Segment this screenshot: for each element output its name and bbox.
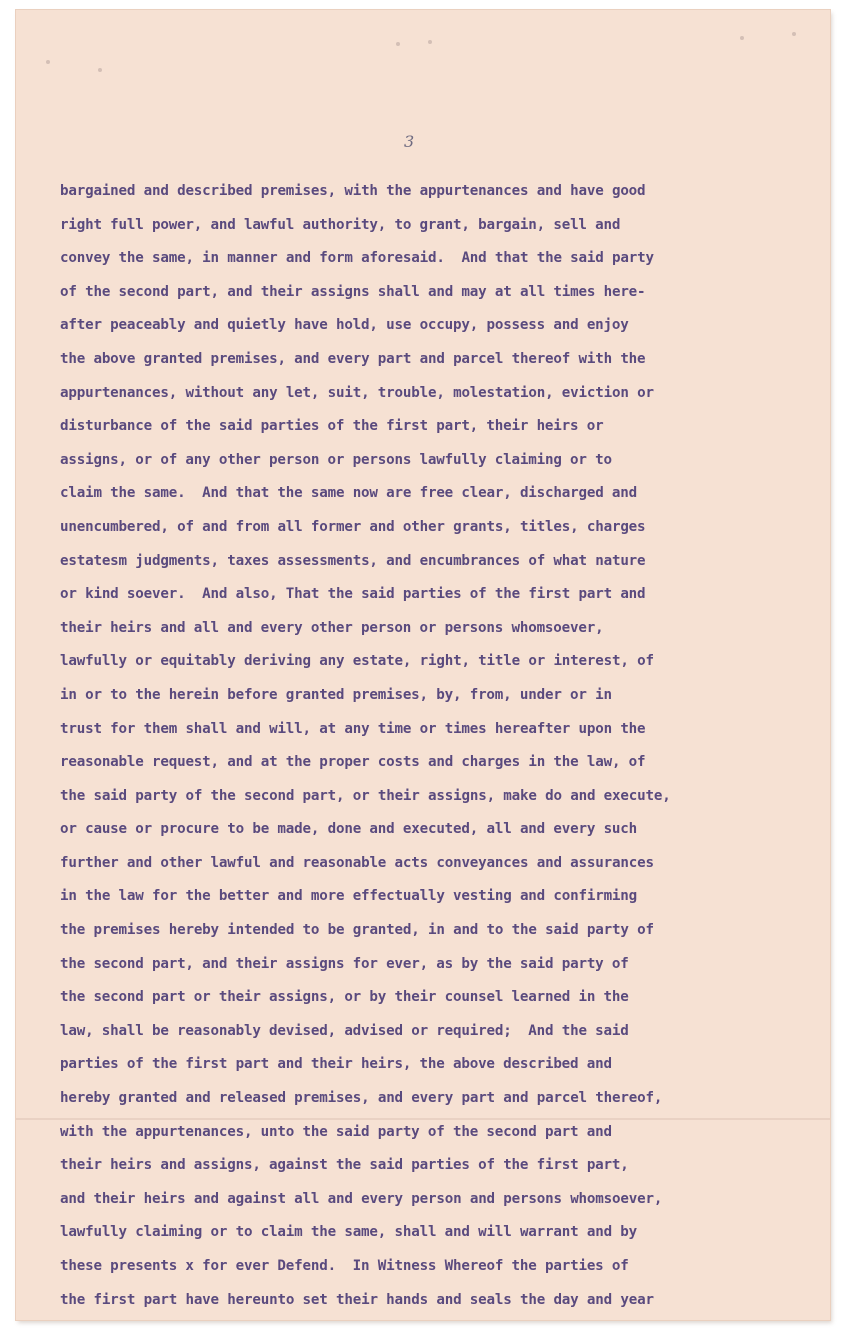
paper-speck bbox=[740, 36, 744, 40]
text-line: the premises hereby intended to be granted, in and to the said party of bbox=[60, 922, 654, 939]
text-line: law, shall be reasonably devised, advised or required; And the said bbox=[60, 1022, 629, 1039]
text-line: the said party of the second part, or their assigns, make do and execute, bbox=[60, 787, 671, 804]
document-page bbox=[16, 10, 830, 1320]
text-line: convey the same, in manner and form aforesaid. And that the said party bbox=[60, 250, 654, 267]
text-line: parties of the first part and their heirs, the above described and bbox=[60, 1056, 612, 1073]
page-number: 3 bbox=[404, 132, 415, 151]
text-line: with the appurtenances, unto the said party of the second part and bbox=[60, 1123, 612, 1140]
text-line: their heirs and assigns, against the said parties of the first part, bbox=[60, 1157, 629, 1174]
paper-speck bbox=[396, 42, 400, 46]
text-line: further and other lawful and reasonable acts conveyances and assurances bbox=[60, 854, 654, 871]
text-line: the above granted premises, and every part and parcel thereof with the bbox=[60, 350, 646, 367]
text-line: estatesm judgments, taxes assessments, and encumbrances of what nature bbox=[60, 552, 646, 569]
text-line: their heirs and all and every other person or persons whomsoever, bbox=[60, 619, 604, 636]
text-line: and their heirs and against all and every person and persons whomsoever, bbox=[60, 1190, 663, 1207]
paper-speck bbox=[428, 40, 432, 44]
paper-speck bbox=[46, 60, 50, 64]
text-line: or cause or procure to be made, done and executed, all and every such bbox=[60, 821, 638, 838]
text-line: disturbance of the said parties of the first part, their heirs or bbox=[60, 418, 604, 435]
text-line: trust for them shall and will, at any time or times hereafter upon the bbox=[60, 720, 646, 737]
text-line: claim the same. And that the same now are free clear, discharged and bbox=[60, 485, 638, 502]
text-line: assigns, or of any other person or persons lawfully claiming or to bbox=[60, 451, 612, 468]
text-line: hereby granted and released premises, and every part and parcel thereof, bbox=[60, 1090, 663, 1107]
text-line: the first part have hereunto set their hands and seals the day and year bbox=[60, 1291, 654, 1308]
text-line: reasonable request, and at the proper costs and charges in the law, of bbox=[60, 754, 646, 771]
paper-speck bbox=[792, 32, 796, 36]
text-line: lawfully or equitably deriving any estate, right, title or interest, of bbox=[60, 653, 654, 670]
text-line: in or to the herein before granted premises, by, from, under or in bbox=[60, 686, 612, 703]
text-line: unencumbered, of and from all former and other grants, titles, charges bbox=[60, 518, 646, 535]
text-line: of the second part, and their assigns shall and may at all times here- bbox=[60, 283, 646, 300]
text-line: right full power, and lawful authority, to grant, bargain, sell and bbox=[60, 216, 621, 233]
text-line: these presents x for ever Defend. In Witness Whereof the parties of bbox=[60, 1258, 629, 1274]
document-body bbox=[60, 175, 820, 1317]
paper-speck bbox=[98, 68, 102, 72]
text-line: or kind soever. And also, That the said parties of the first part and bbox=[60, 586, 646, 603]
text-line: appurtenances, without any let, suit, trouble, molestation, eviction or bbox=[60, 384, 654, 401]
text-line: bargained and described premises, with the appurtenances and have good bbox=[60, 183, 646, 199]
text-line: lawfully claiming or to claim the same, shall and will warrant and by bbox=[60, 1224, 638, 1241]
text-line: in the law for the better and more effectually vesting and confirming bbox=[60, 888, 638, 905]
text-line: the second part, and their assigns for ever, as by the said party of bbox=[60, 955, 629, 972]
text-line: after peaceably and quietly have hold, use occupy, possess and enjoy bbox=[60, 317, 629, 334]
text-line: the second part or their assigns, or by their counsel learned in the bbox=[60, 989, 629, 1006]
